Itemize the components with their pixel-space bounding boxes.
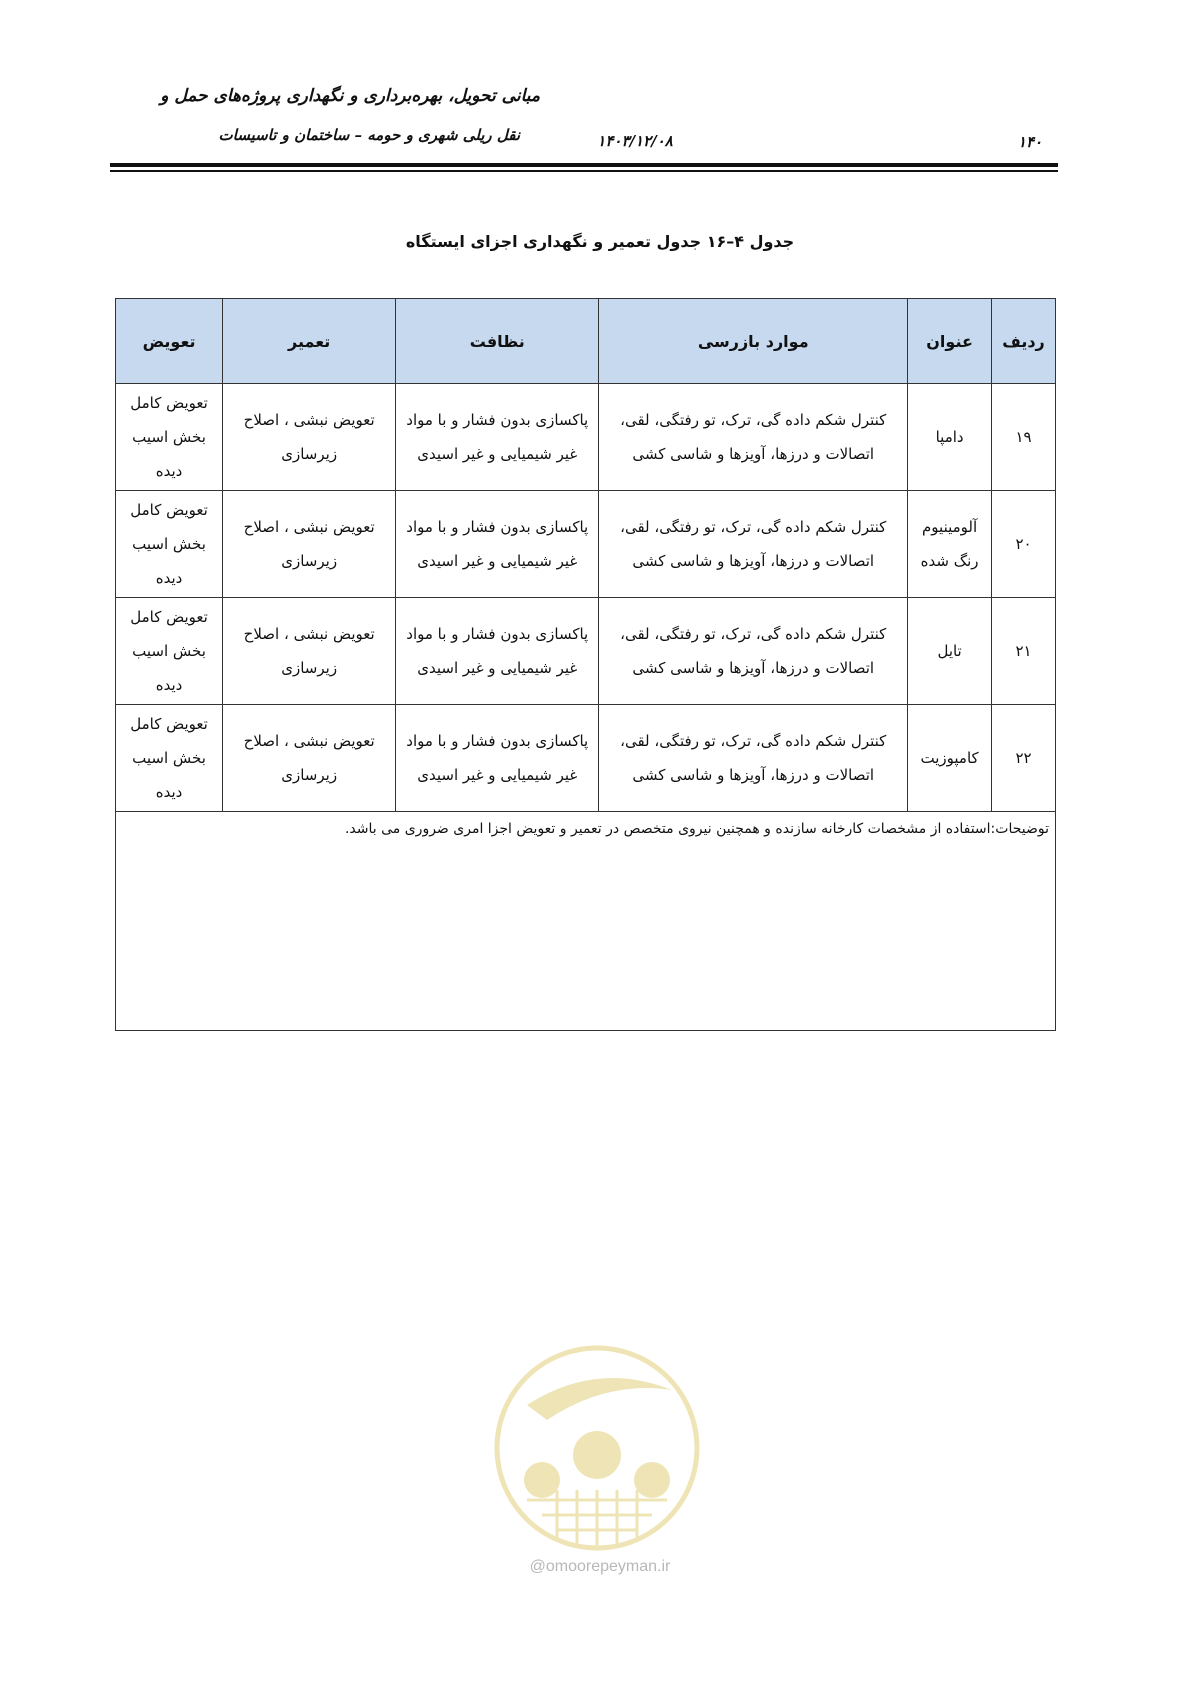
cell-tamir: تعویض نبشی ، اصلاح زیرسازی (223, 491, 396, 598)
cell-tamir: تعویض نبشی ، اصلاح زیرسازی (223, 384, 396, 491)
watermark-logo (487, 1330, 707, 1560)
header-date: ۱۴۰۳/۱۲/۰۸ (597, 132, 673, 150)
table-header-row (116, 299, 1056, 384)
cell-nezafat: پاکسازی بدون فشار و با مواد غیر شیمیایی و غیر اسیدی (396, 491, 599, 598)
cell-onvan: تایل (908, 598, 992, 705)
table-row (116, 384, 1056, 491)
header-title-line2: نقل ریلی شهری و حومه – ساختمان و تاسیسات (218, 126, 520, 144)
column-header-onvan: عنوان (908, 299, 992, 384)
cell-nezafat: پاکسازی بدون فشار و با مواد غیر شیمیایی و غیر اسیدی (396, 705, 599, 812)
cell-onvan: دامپا (908, 384, 992, 491)
cell-onvan: آلومینیوم رنگ شده (908, 491, 992, 598)
cell-taviz: تعویض کامل بخش اسیب دیده (116, 491, 223, 598)
cell-taviz: تعویض کامل بخش اسیب دیده (116, 598, 223, 705)
cell-radif: ۲۲ (992, 705, 1056, 812)
table-notes: توضیحات:استفاده از مشخصات کارخانه سازنده و همچنین نیروی متخصص در تعمیر و تعویض اجزا امری ضروری می باشد. (116, 812, 1056, 1031)
column-header-radif: ردیف (992, 299, 1056, 384)
cell-radif: ۲۰ (992, 491, 1056, 598)
watermark-site: @omoorepeyman.ir (529, 1558, 671, 1575)
maintenance-table (115, 298, 1056, 1031)
column-header-nezafat: نظافت (396, 299, 599, 384)
cell-onvan: کامپوزیت (908, 705, 992, 812)
cell-taviz: تعویض کامل بخش اسیب دیده (116, 384, 223, 491)
cell-nezafat: پاکسازی بدون فشار و با مواد غیر شیمیایی و غیر اسیدی (396, 384, 599, 491)
cell-tamir: تعویض نبشی ، اصلاح زیرسازی (223, 598, 396, 705)
table-row (116, 705, 1056, 812)
cell-tamir: تعویض نبشی ، اصلاح زیرسازی (223, 705, 396, 812)
header-rule-thin (110, 170, 1058, 172)
table-caption: جدول ۴–۱۶ جدول تعمیر و نگهداری اجزای ایستگاه (405, 232, 795, 251)
column-header-taviz: تعویض (116, 299, 223, 384)
cell-mavared: کنترل شکم داده گی، ترک، تو رفتگی، لقی، اتصالات و درزها، آویزها و شاسی کشی (599, 384, 908, 491)
column-header-mavared: موارد بازرسی (599, 299, 908, 384)
cell-nezafat: پاکسازی بدون فشار و با مواد غیر شیمیایی و غیر اسیدی (396, 598, 599, 705)
cell-taviz: تعویض کامل بخش اسیب دیده (116, 705, 223, 812)
page-number: ۱۴۰ (1017, 133, 1043, 151)
table-row (116, 598, 1056, 705)
cell-mavared: کنترل شکم داده گی، ترک، تو رفتگی، لقی، اتصالات و درزها، آویزها و شاسی کشی (599, 598, 908, 705)
cell-mavared: کنترل شکم داده گی، ترک، تو رفتگی، لقی، اتصالات و درزها، آویزها و شاسی کشی (599, 491, 908, 598)
table-notes-row (116, 812, 1056, 1031)
cell-radif: ۱۹ (992, 384, 1056, 491)
header-title-line1: مبانی تحویل، بهره‌برداری و نگهداری پروژه‌های حمل و (160, 86, 540, 106)
maintenance-table-container (115, 298, 1056, 1031)
header-rule-thick (110, 163, 1058, 167)
table-row (116, 491, 1056, 598)
cell-mavared: کنترل شکم داده گی، ترک، تو رفتگی، لقی، اتصالات و درزها، آویزها و شاسی کشی (599, 705, 908, 812)
cell-radif: ۲۱ (992, 598, 1056, 705)
column-header-tamir: تعمیر (223, 299, 396, 384)
